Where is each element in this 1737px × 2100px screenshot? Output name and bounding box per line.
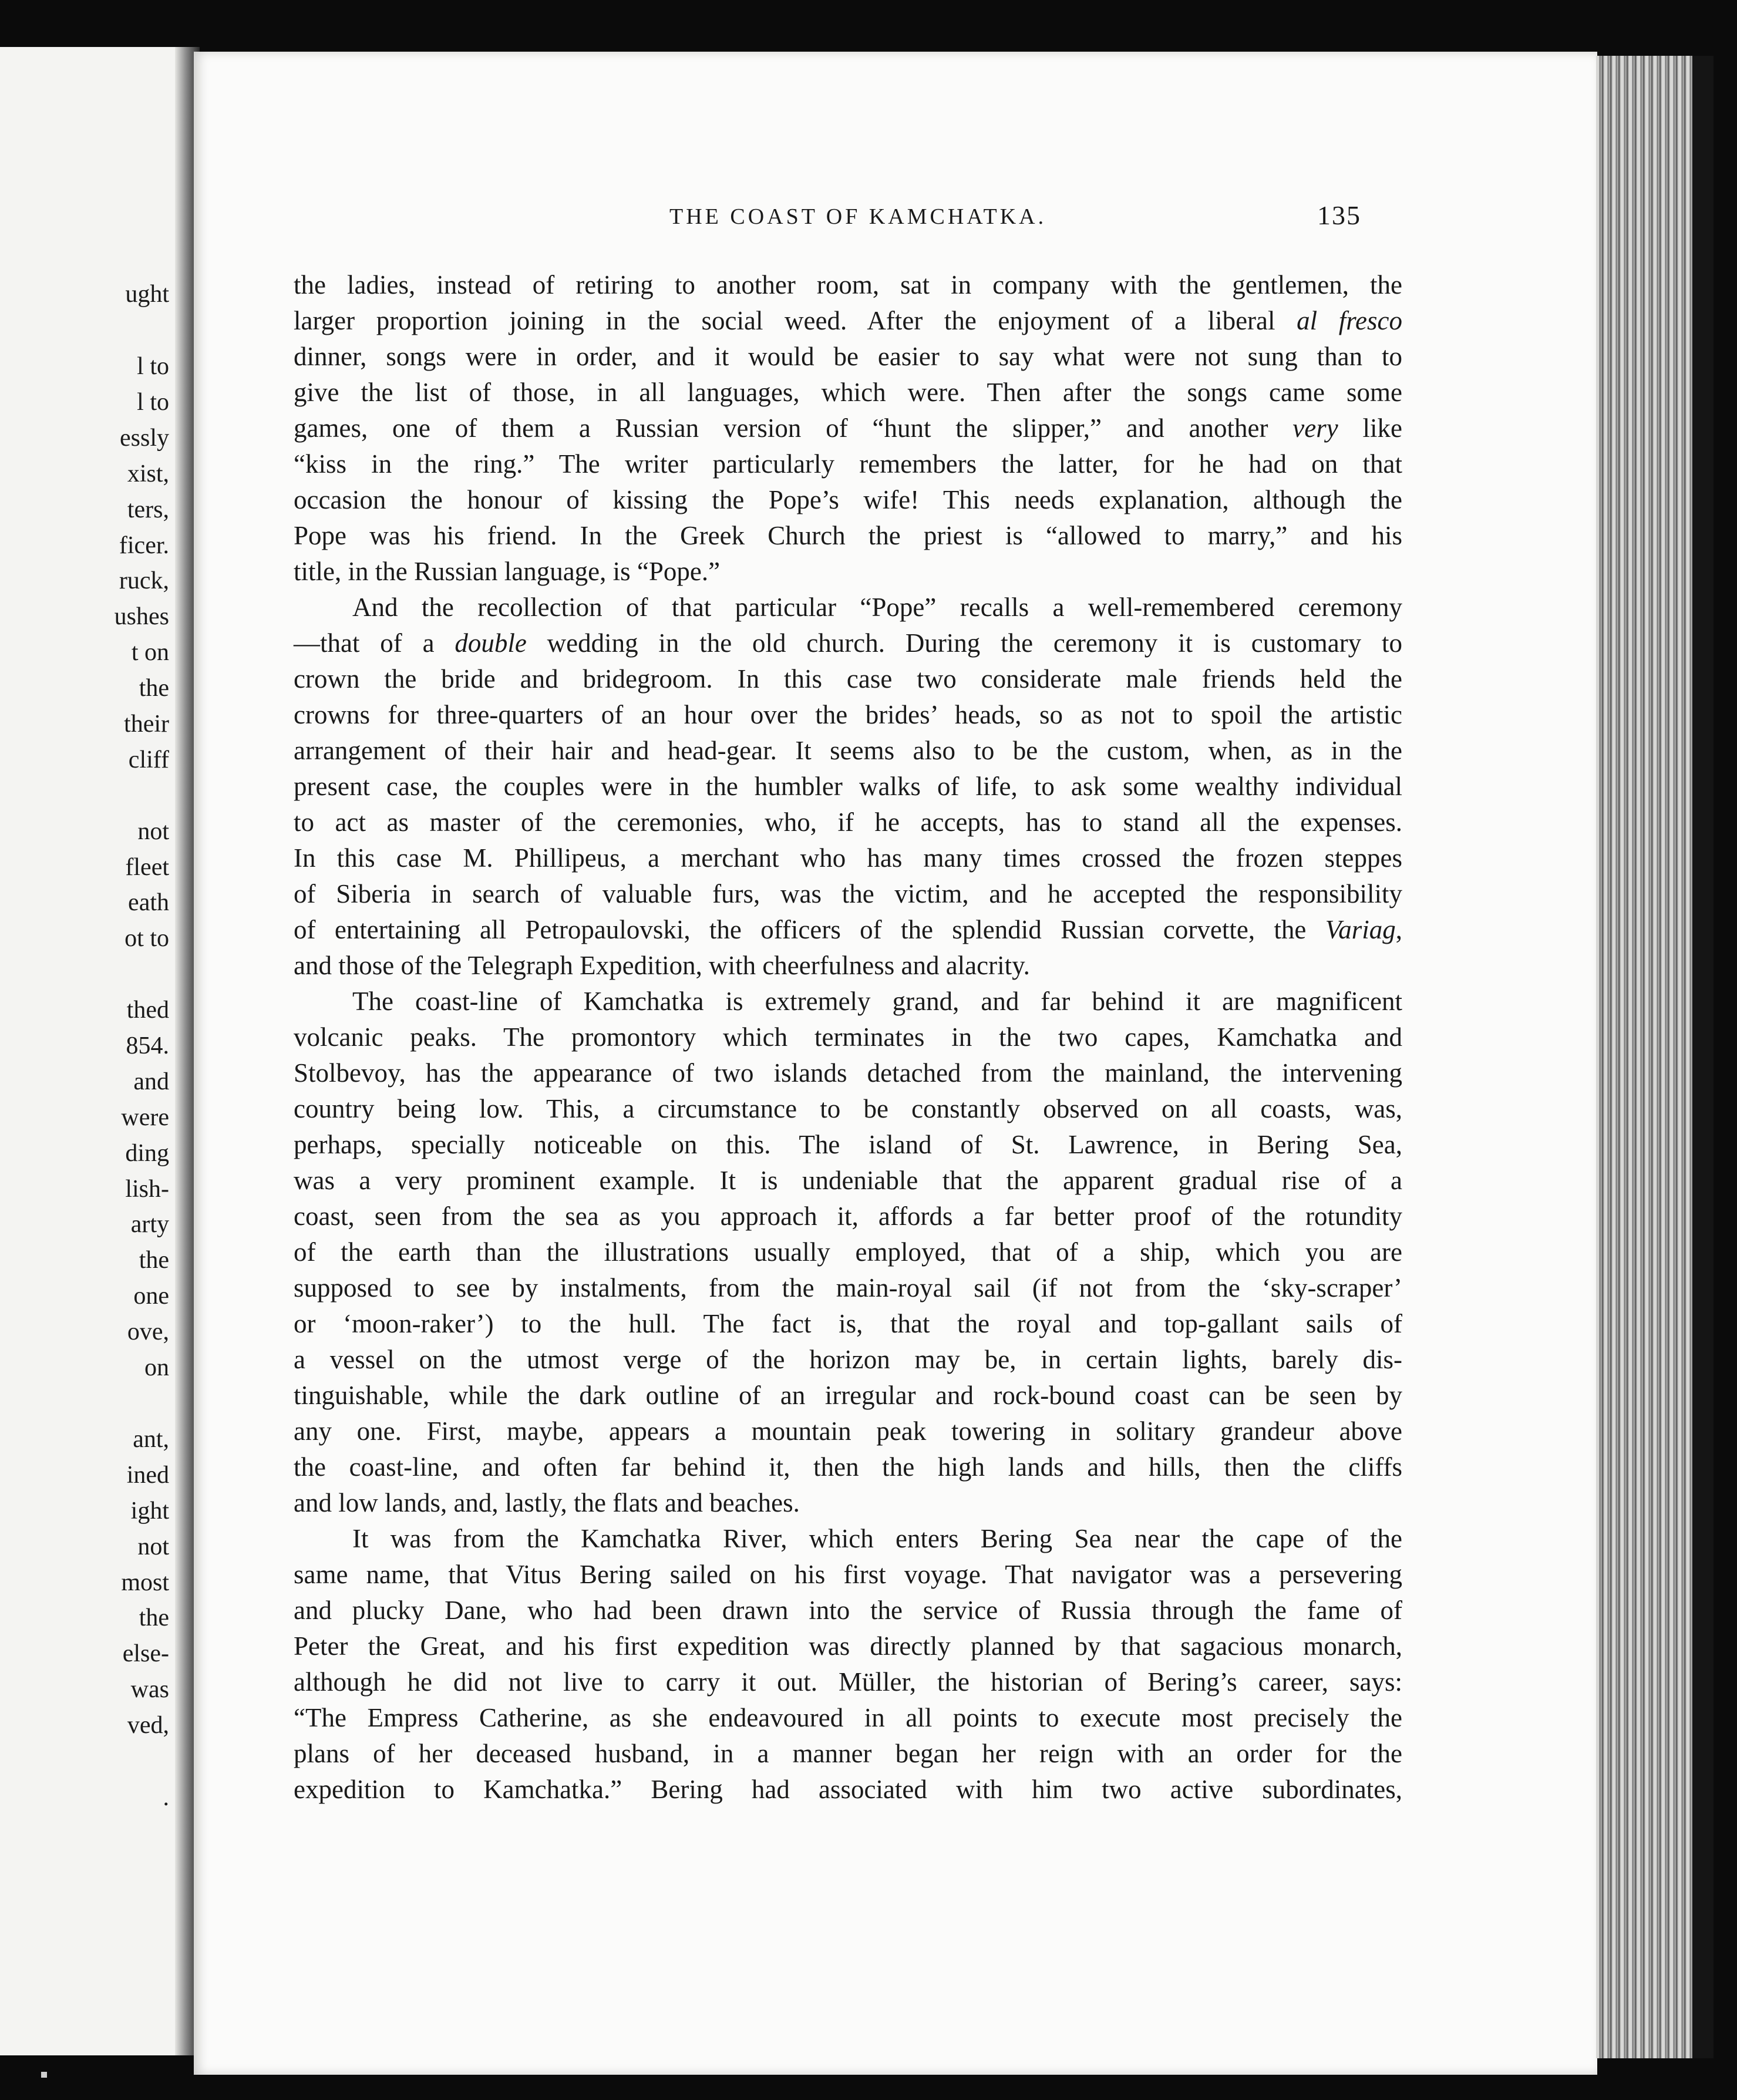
text-line: to act as master of the ceremonies, who, if he accepts, has to stand all the expenses.: [294, 807, 1402, 837]
previous-page-text-fragment: l to: [137, 353, 169, 380]
previous-page-text-fragment: cliff: [128, 746, 169, 773]
previous-page-text-fragment: .: [163, 1784, 169, 1811]
previous-page-text-fragment: lish-: [125, 1176, 169, 1203]
previous-page-text-fragment: ters,: [127, 496, 169, 523]
previous-page-text-fragment: their: [124, 711, 169, 738]
previous-page-text-fragment: l to: [137, 389, 169, 416]
text-line: tinguishable, while the dark outline of an irregular and rock-bound coast can be seen by: [294, 1381, 1402, 1410]
previous-page-text-fragment: essly: [120, 425, 169, 452]
page-number: 135: [1317, 200, 1361, 230]
text-line: —that of a double wedding in the old church. During the ceremony it is customary to: [294, 628, 1402, 658]
text-line: title, in the Russian language, is “Pope.”: [294, 557, 721, 586]
text-line: of entertaining all Petropaulovski, the officers of the splendid Russian corvette, the Variag,: [294, 915, 1402, 944]
text-line: was a very prominent example. It is undeniable that the apparent gradual rise of a: [294, 1166, 1402, 1195]
previous-page-text-fragment: on: [144, 1354, 169, 1381]
running-head: THE COAST OF KAMCHATKA.: [669, 204, 1047, 229]
text-line: give the list of those, in all languages, which were. Then after the songs came some: [294, 378, 1402, 407]
text-line: and low lands, and, lastly, the flats and beaches.: [294, 1488, 800, 1517]
body-text: [294, 267, 1402, 1808]
previous-page-text-fragment: and: [133, 1068, 169, 1095]
previous-page-text-fragment: were: [121, 1104, 169, 1131]
previous-page-text-fragment: ficer.: [119, 532, 169, 559]
text-line: larger proportion joining in the social weed. After the enjoyment of a liberal al fresco: [294, 306, 1402, 335]
page-block-edge: [1596, 56, 1714, 2058]
italic-phrase: al fresco: [1297, 306, 1402, 335]
text-line: The coast-line of Kamchatka is extremely grand, and far behind it are magnificent: [352, 987, 1402, 1016]
text-line: present case, the couples were in the humbler walks of life, to ask some wealthy individual: [294, 772, 1402, 801]
previous-page-text-fragment: ove,: [127, 1318, 169, 1345]
text-line: games, one of them a Russian version of “hunt the slipper,” and another very like: [294, 413, 1402, 443]
text-line: and those of the Telegraph Expedition, with cheerfulness and alacrity.: [294, 951, 1030, 980]
text-line: plans of her deceased husband, in a manner began her reign with an order for the: [294, 1739, 1402, 1768]
previous-page-text-fragment: ved,: [127, 1712, 169, 1739]
text-line: Peter the Great, and his first expedition was directly planned by that sagacious monarch,: [294, 1631, 1402, 1661]
text-line: Stolbevoy, has the appearance of two islands detached from the mainland, the intervening: [294, 1058, 1402, 1088]
text-line: a vessel on the utmost verge of the horizon may be, in certain lights, barely dis-: [294, 1345, 1402, 1374]
text-line: And the recollection of that particular “Pope” recalls a well-remembered ceremony: [352, 593, 1402, 622]
previous-page-text-fragment: the: [139, 675, 169, 702]
previous-page-text-fragment: thed: [126, 997, 169, 1024]
text-line: Pope was his friend. In the Greek Church the priest is “allowed to marry,” and his: [294, 521, 1402, 550]
text-line: arrangement of their hair and head-gear. It seems also to be the custom, when, as in the: [294, 736, 1402, 765]
text-line: “The Empress Catherine, as she endeavoured in all points to execute most precisely the: [294, 1703, 1402, 1732]
previous-page-text-fragment: the: [139, 1247, 169, 1274]
previous-page-text-fragment: not: [137, 1533, 169, 1560]
previous-page-text-fragment: xist,: [127, 460, 169, 487]
text-line: supposed to see by instalments, from the main-royal sail (if not from the ‘sky-scraper’: [294, 1273, 1402, 1303]
previous-page-text-fragment: ushes: [114, 603, 169, 630]
italic-phrase: double: [455, 628, 527, 658]
previous-page-text-fragment: not: [137, 818, 169, 845]
previous-page-text-fragment: 854.: [126, 1032, 169, 1059]
text-line: of Siberia in search of valuable furs, was the victim, and he accepted the responsibility: [294, 879, 1402, 908]
previous-page-text-fragment: ot to: [124, 925, 169, 952]
previous-page-text-fragment: ruck,: [119, 567, 169, 594]
previous-page-text-fragment: ding: [125, 1140, 169, 1167]
previous-page-text-fragment: ant,: [133, 1426, 169, 1453]
text-line: “kiss in the ring.” The writer particularly remembers the latter, for he had on that: [294, 449, 1402, 479]
text-line: In this case M. Phillipeus, a merchant who has many times crossed the frozen steppes: [294, 843, 1402, 873]
text-line: and plucky Dane, who had been drawn into the service of Russia through the fame of: [294, 1596, 1402, 1625]
previous-page-text-fragment: ught: [125, 281, 169, 308]
previous-page-text-fragment: eath: [128, 889, 169, 916]
text-line: country being low. This, a circumstance to be constantly observed on all coasts, was,: [294, 1094, 1402, 1123]
italic-phrase: Variag: [1325, 915, 1396, 944]
previous-page-text-fragment: else-: [122, 1640, 169, 1667]
text-line: perhaps, specially noticeable on this. The island of St. Lawrence, in Bering Sea,: [294, 1130, 1402, 1159]
text-line: any one. First, maybe, appears a mountain peak towering in solitary grandeur above: [294, 1416, 1402, 1446]
previous-page-text-fragment: one: [133, 1283, 169, 1310]
italic-phrase: very: [1292, 413, 1338, 443]
scan-mark: [41, 2072, 47, 2078]
previous-page-text-fragment: arty: [130, 1211, 169, 1238]
text-line: same name, that Vitus Bering sailed on his first voyage. That navigator was a persevering: [294, 1560, 1402, 1589]
text-line: volcanic peaks. The promontory which terminates in the two capes, Kamchatka and: [294, 1022, 1402, 1052]
text-line: occasion the honour of kissing the Pope’s wife! This needs explanation, although the: [294, 485, 1402, 514]
text-line: the ladies, instead of retiring to another room, sat in company with the gentlemen, the: [294, 270, 1402, 299]
previous-page-text-fragment: the: [139, 1604, 169, 1631]
previous-page-text-fragment: ined: [126, 1462, 169, 1489]
previous-page-text-fragment: fleet: [125, 854, 169, 881]
text-line: dinner, songs were in order, and it would be easier to say what were not sung than to: [294, 342, 1402, 371]
text-line: crown the bride and bridegroom. In this case two considerate male friends held the: [294, 664, 1402, 694]
text-line: although he did not live to carry it out. Müller, the historian of Bering’s career, says:: [294, 1667, 1402, 1697]
previous-page-fragment: [0, 47, 175, 2055]
previous-page-text-fragment: ight: [130, 1497, 169, 1524]
text-line: coast, seen from the sea as you approach it, affords a far better proof of the rotundity: [294, 1202, 1402, 1231]
text-line: the coast-line, and often far behind it, then the high lands and hills, then the cliffs: [294, 1452, 1402, 1482]
previous-page-text-fragment: most: [121, 1569, 169, 1596]
previous-page-text-fragment: was: [130, 1676, 169, 1703]
text-line: or ‘moon-raker’) to the hull. The fact is, that the royal and top-gallant sails of: [294, 1309, 1402, 1338]
text-line: of the earth than the illustrations usually employed, that of a ship, which you are: [294, 1237, 1402, 1267]
text-line: expedition to Kamchatka.” Bering had associated with him two active subordinates,: [294, 1775, 1402, 1804]
text-line: crowns for three-quarters of an hour over the brides’ heads, so as not to spoil the artistic: [294, 700, 1402, 729]
text-line: It was from the Kamchatka River, which enters Bering Sea near the cape of the: [352, 1524, 1402, 1553]
previous-page-text-fragment: t on: [131, 639, 169, 666]
